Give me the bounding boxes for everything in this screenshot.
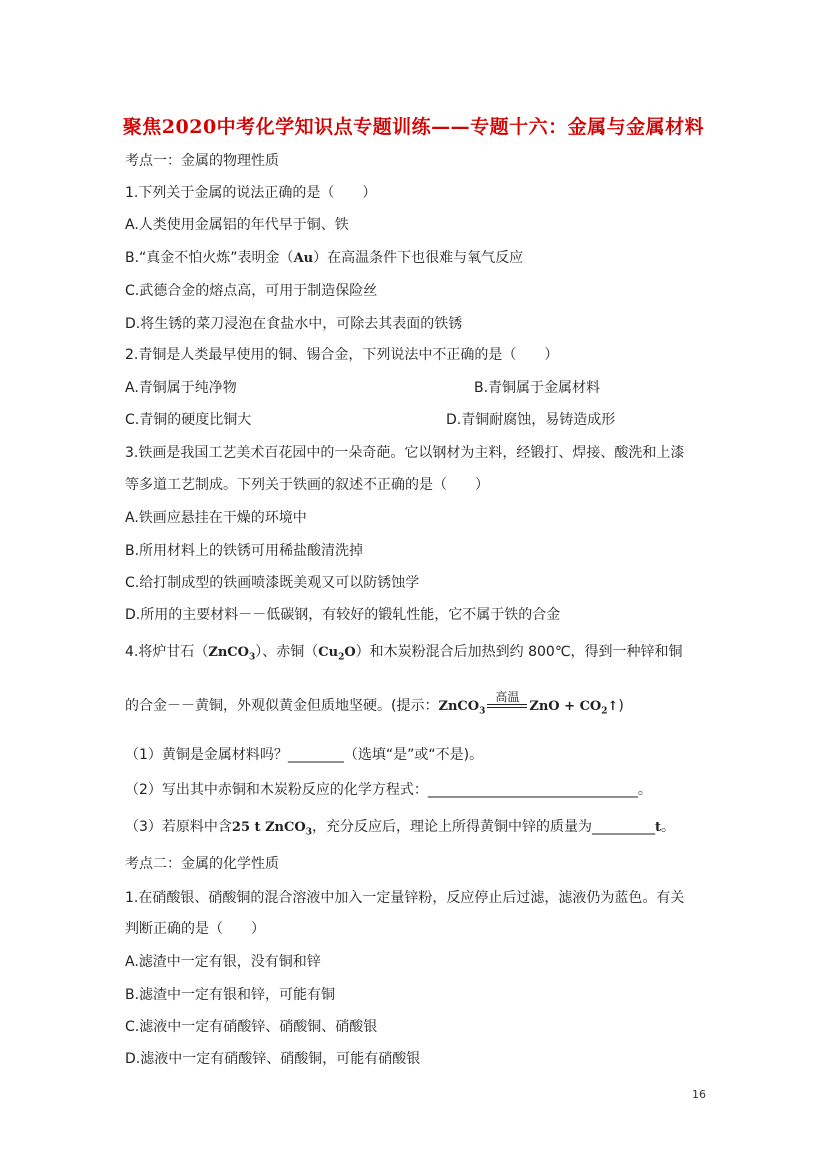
gas-arrow-icon: ↑ xyxy=(607,699,619,714)
question-5-option-b: B.滤渣中一定有银和锌，可能有铜 xyxy=(125,987,336,1003)
section-heading-1: 考点一：金属的物理性质 xyxy=(125,153,279,169)
question-1-option-b xyxy=(125,249,523,268)
equation-products xyxy=(529,699,619,717)
question-5-stem-line-1: 1.在硝酸银、硝酸铜的混合溶液中加入一定量锌粉，反应停止后过滤，滤液仍为蓝色。有关 xyxy=(125,890,685,906)
formula-subscript: 3 xyxy=(479,706,486,717)
formula-text: ZnCO xyxy=(208,645,249,660)
stem-text: ）和木炭粉混合后加热到约 800℃，得到一种锌和铜 xyxy=(355,644,683,660)
stem-text: ）、赤铜（ xyxy=(255,644,319,660)
equation-condition xyxy=(487,690,527,708)
condition-label: 高温 xyxy=(495,690,520,704)
formula-text: ZnCO xyxy=(438,699,480,714)
formula-25t-znco3 xyxy=(231,820,312,838)
option-text: ）在高温条件下也很难与氧气反应 xyxy=(313,250,524,266)
formula-subscript: 3 xyxy=(248,652,256,663)
section-heading-2: 考点二：金属的化学性质 xyxy=(125,856,279,872)
question-4-subquestion-3 xyxy=(125,818,675,842)
question-3-option-d: D.所用的主要材料－－低碳钢，有较好的锻轧性能，它不属于铁的合金 xyxy=(125,607,561,623)
question-5-stem-line-2: 判断正确的是（ ） xyxy=(125,921,265,937)
question-3-option-a: A.铁画应悬挂在干燥的环境中 xyxy=(125,510,307,526)
question-2-option-c: C.青铜的硬度比铜大 xyxy=(125,412,252,428)
question-4-subquestion-1: （1）黄铜是金属材料吗？________（选填“是”或“不是)。 xyxy=(125,747,484,763)
question-5-option-a: A.滤渣中一定有银，没有铜和锌 xyxy=(125,954,321,970)
question-2-option-d: D.青铜耐腐蚀，易铸造成形 xyxy=(446,412,616,428)
option-text: B.“真金不怕火炼”表明金（ xyxy=(125,250,294,266)
question-1-option-d: D.将生锈的菜刀浸泡在食盐水中，可除去其表面的铁锈 xyxy=(125,316,463,332)
page-number: 16 xyxy=(692,1088,706,1101)
formula-text: 25 t ZnCO xyxy=(231,820,306,835)
formula-au: Au xyxy=(293,251,314,266)
stem-text: ) xyxy=(618,698,624,714)
question-5-option-c: C.滤液中一定有硝酸锌、硝酸铜、硝酸银 xyxy=(125,1019,378,1035)
document-title: 聚焦2020中考化学知识点专题训练——专题十六：金属与金属材料 xyxy=(122,116,705,138)
question-3-stem-line-1: 3.铁画是我国工艺美术百花园中的一朵奇葩。它以钢材为主料，经锻打、焊接、酸洗和上漆 xyxy=(125,445,685,461)
subquestion-text: （3）若原料中含 xyxy=(125,819,232,835)
formula-text: O xyxy=(344,645,356,660)
question-2-stem: 2.青铜是人类最早使用的铜、锡合金，下列说法中不正确的是（ ） xyxy=(125,347,559,363)
subquestion-text: ，充分反应后，理论上所得黄铜中锌的质量为_________ xyxy=(311,819,655,835)
question-5-option-d: D.滤液中一定有硝酸锌、硝酸铜，可能有硝酸银 xyxy=(125,1051,421,1067)
formula-text: Cu xyxy=(318,645,339,660)
question-2-option-a: A.青铜属于纯净物 xyxy=(125,380,237,396)
question-4-subquestion-2: （2）写出其中赤铜和木炭粉反应的化学方程式：______________________________。 xyxy=(125,782,652,798)
formula-subscript: 2 xyxy=(601,706,608,717)
stem-text: 4.将炉甘石（ xyxy=(125,644,209,660)
question-1-option-a: A.人类使用金属铝的年代早于铜、铁 xyxy=(125,217,349,233)
question-4-stem-line-1 xyxy=(125,643,683,667)
question-4-stem-line-2 xyxy=(125,690,624,721)
question-1-stem: 1.下列关于金属的说法正确的是（ ） xyxy=(125,185,377,201)
formula-subscript: 3 xyxy=(305,827,312,838)
stem-text: 的合金－－黄铜，外观似黄金但质地坚硬。(提示： xyxy=(125,698,439,714)
question-3-option-b: B.所用材料上的铁锈可用稀盐酸清洗掉 xyxy=(125,543,364,559)
formula-znco3 xyxy=(208,645,256,663)
question-3-stem-line-2: 等多道工艺制成。下列关于铁画的叙述不正确的是（ ） xyxy=(125,477,489,493)
formula-subscript: 2 xyxy=(338,652,345,663)
question-1-option-c: C.武德合金的熔点高，可用于制造保险丝 xyxy=(125,283,378,299)
question-3-option-c: C.给打制成型的铁画喷漆既美观又可以防锈蚀学 xyxy=(125,575,420,591)
equation-reactant xyxy=(438,699,486,717)
question-2-option-b: B.青铜属于金属材料 xyxy=(474,380,601,396)
formula-text: ZnO + CO xyxy=(529,699,602,714)
unit-ton: t xyxy=(654,820,661,835)
formula-cu2o xyxy=(318,645,356,663)
subquestion-text: 。 xyxy=(660,819,675,835)
